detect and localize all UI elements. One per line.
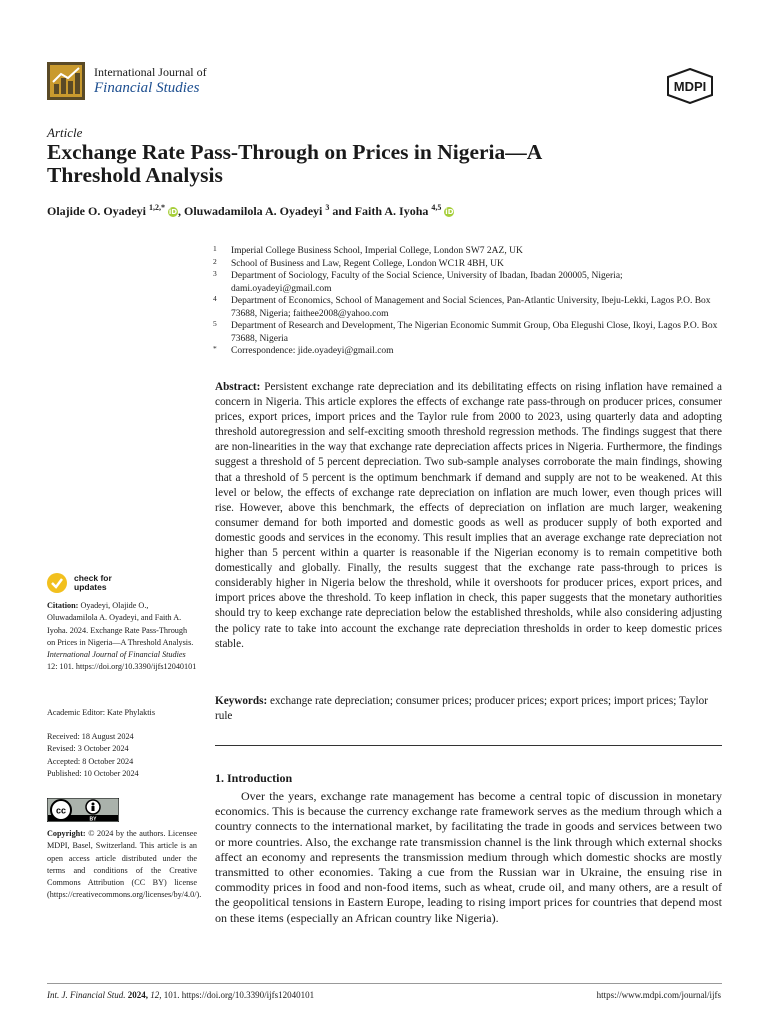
citation-journal: International Journal of Financial Studies [47, 650, 186, 660]
footer-citation [47, 990, 314, 1000]
citation-page: 101. [59, 662, 74, 672]
affiliation-number: 4 [213, 294, 217, 303]
affiliation-number: 2 [213, 256, 217, 266]
check-updates-line2: updates [74, 582, 107, 592]
citation-volume: 12: [47, 662, 58, 672]
citation-label: Citation: [47, 601, 79, 610]
affiliation-item [213, 245, 723, 258]
affiliation-text: Department of Sociology, Faculty of the Social Science, University of Ibadan, Ibadan 200005, Nigeria; dami.oyadeyi@gmail.com [231, 271, 623, 294]
orcid-icon[interactable]: iD [445, 208, 454, 216]
introduction-paragraph: Over the years, exchange rate management has become a central topic of discussion in monetary economics. This is because the currency exchange rate framework serves as the medium through which a country connects to the international market, by facilitating the trade in goods and services between two or more countries. Also, the exchange rate transmission channel is the link through which external shocks affect an economy and represents the transmission medium through which domestic shocks are mostly transmitted to other economies. Taking a cue from the Russian war in Ukraine, the ensuing rise in commodity prices in food and non-food items, such as wheat, crude oil, and many others, are a result of the geopolitical tensions in Eastern Europe, leading to rising import prices for countries that depend most on these items (especially an African country like Nigeria). [215, 789, 722, 925]
affiliation-number: 3 [213, 269, 217, 278]
cc-by-label: BY [89, 816, 97, 822]
abstract-text: Persistent exchange rate depreciation and its debilitating effects on rising inflation have remained a concern in Nigeria. This article explores the effects of exchange rate pass-through on producer prices, consumer prices, export prices, import prices and the Taylor rule from 2000 to 2023, using quarterly data and adopting threshold autoregression and self-exciting smooth threshold regression methods. The findings suggest that there are non-linearities in the way that exchange rate depreciation affects prices in Nigeria. Furthermore, the findings suggest a threshold of 5 percent depreciation. Two sub-sample analyses corroborate the main findings, showing that a threshold of 5 percent is the optimum benchmark if demand and supply are not to be weakened. At this level or below, the effects of exchange rate depreciation on inflation are much lower, even though prices will rise. However, above this benchmark, the effects of depreciation on inflation are much larger, weakening consumer demand for both imported and domestic goods as well as producer supply of both exported and domestic goods and services in the economy. This result implies that an average exchange rate depreciation not higher than 5 percent within a quarter is reasonable if the Nigerian economy is to remain competitive both domestically and globally. Finally, the results suggest that the exchange rate pass-through to prices is considerably higher in Nigeria below the threshold, while it overshoots for producer prices, export prices, and import prices above the threshold. To keep inflation in check, this paper suggests that the monetary authorities should try to keep exchange rate depreciation below the established thresholds, while also considering adjusting the policy rate to take into account the exchange rate depreciation thresholds in order to keep domestic prices stable. [215, 381, 722, 650]
copyright-notice [47, 828, 202, 902]
orcid-icon[interactable]: iD [168, 208, 178, 216]
check-for-updates-button[interactable] [47, 573, 167, 593]
footer-doi-link[interactable]: 101. https://doi.org/10.3390/ijfs12040101 [163, 990, 315, 1000]
received-date: Received: 18 August 2024 [47, 732, 134, 741]
svg-text:cc: cc [55, 805, 67, 816]
author-name[interactable]: Olajide O. Oyadeyi [47, 204, 146, 218]
affiliation-text: School of Business and Law, Regent College, London WC1R 4BH, UK [231, 258, 504, 269]
citation-doi-link[interactable]: https://doi.org/10.3390/ijfs12040101 [75, 662, 197, 672]
abstract-label: Abstract: [215, 381, 261, 393]
revised-date: Revised: 3 October 2024 [47, 744, 129, 754]
affiliation-text: Department of Economics, School of Management and Social Sciences, Pan-Atlantic University, Ibeju-Lekki, Lagos P.O. Box 73688, Nigeria; faithee2008@yahoo.com [231, 296, 711, 319]
affiliation-number: * [213, 344, 217, 353]
footer-year: 2024, [127, 990, 148, 1000]
footer-volume: 12, [150, 990, 162, 1000]
journal-name [94, 64, 207, 96]
author-affiliation-marker: 1,2,* [149, 203, 165, 212]
check-updates-icon [47, 573, 67, 593]
copyright-label: Copyright: [47, 829, 86, 838]
affiliation-item [213, 295, 723, 320]
affiliation-number: 1 [213, 244, 217, 253]
published-date: Published: 10 October 2024 [47, 768, 139, 778]
citation-block [47, 600, 197, 674]
author-separator: , [178, 204, 184, 218]
mdpi-logo-icon[interactable] [664, 68, 716, 104]
affiliation-item [213, 345, 723, 358]
affiliation-text: Imperial College Business School, Imperial College, London SW7 2AZ, UK [231, 246, 523, 256]
mdpi-logo-text: MDPI [673, 79, 707, 94]
accepted-date: Accepted: 8 October 2024 [47, 756, 134, 766]
author-affiliation-marker: 4,5 [431, 203, 442, 212]
keywords-label: Keywords: [215, 695, 268, 707]
article-type: Article [47, 125, 83, 140]
author-affiliation-marker: 3 [325, 203, 330, 212]
journal-name-line2: Financial Studies [94, 80, 200, 96]
journal-name-line1: International Journal of [94, 65, 207, 79]
correspondence-text: Correspondence: jide.oyadeyi@gmail.com [231, 346, 394, 356]
author-separator: and [329, 204, 355, 218]
author-name[interactable]: Faith A. Iyoha [354, 204, 429, 218]
keywords [215, 694, 722, 724]
affiliation-list [213, 245, 723, 358]
affiliation-number: 5 [213, 319, 217, 328]
author-list [47, 203, 454, 219]
publication-dates [47, 731, 197, 780]
footer-journal-url[interactable]: https://www.mdpi.com/journal/ijfs [596, 990, 721, 1000]
academic-editor: Academic Editor: Kate Phylaktis [47, 708, 156, 717]
author-name[interactable]: Oluwadamilola A. Oyadeyi [184, 204, 323, 218]
copyright-text: © 2024 by the authors. Licensee MDPI, Basel, Switzerland. This article is an open access article distributed under the terms and conditions of the Creative Commons Attribution (CC BY) license (https://creativecommons.org/licenses/by/4.0/). [47, 829, 202, 900]
affiliation-item [213, 320, 723, 345]
affiliation-item [213, 258, 723, 271]
footer-journal: Int. J. Financial Stud. [47, 990, 126, 1000]
footer-divider [47, 983, 722, 984]
article-title: Exchange Rate Pass-Through on Prices in Nigeria—A Threshold Analysis [47, 140, 542, 187]
affiliation-text: Department of Research and Development, The Nigerian Economic Summit Group, Oba Elegushi Close, Ikoyi, Lagos P.O. Box 73688, Nigeria [231, 321, 718, 344]
check-updates-label [74, 574, 112, 592]
section-divider [215, 745, 722, 746]
citation-text: Oyadeyi, Olajide O., Oluwadamilola A. Oyadeyi, and Faith A. Iyoha. 2024. Exchange Rate Pass-Through on Prices in Nigeria—A Threshold Analysis. [47, 601, 194, 647]
cc-by-license-icon[interactable] [47, 798, 119, 822]
affiliation-item [213, 270, 723, 295]
abstract [215, 380, 722, 652]
journal-logo-icon [47, 62, 85, 100]
section-heading-introduction: 1. Introduction [215, 771, 293, 785]
keywords-text: exchange rate depreciation; consumer prices; producer prices; export prices; import prices; Taylor rule [215, 695, 708, 723]
check-updates-line1: check for [74, 573, 112, 583]
